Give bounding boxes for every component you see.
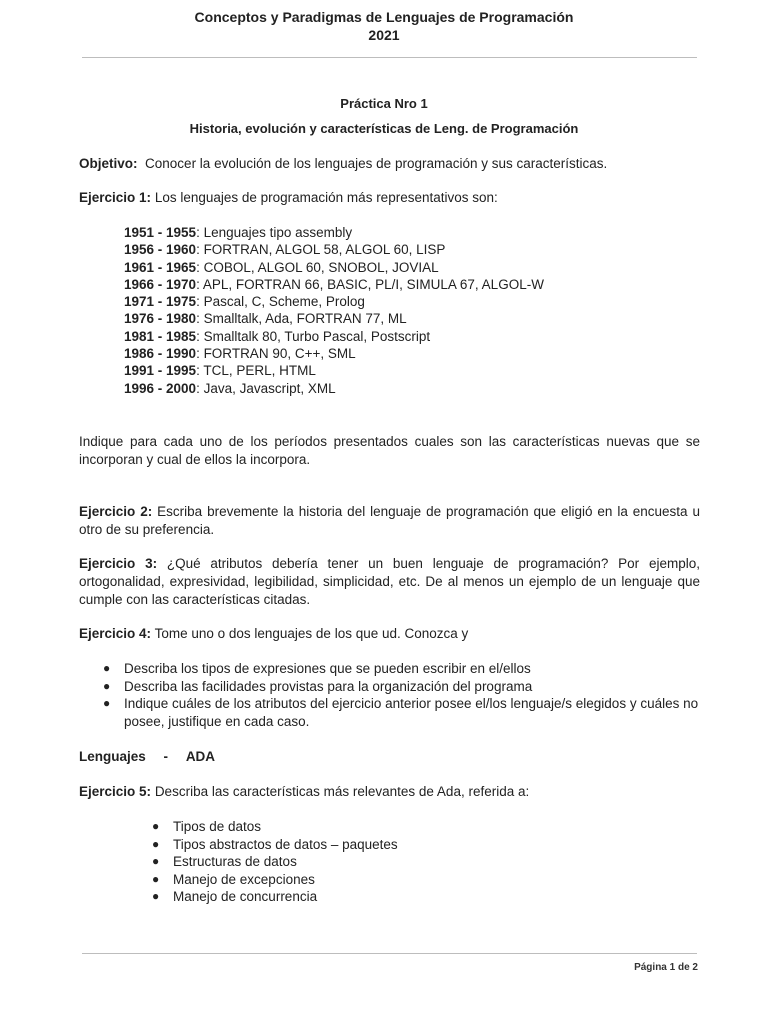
bullet-icon: ● (103, 661, 111, 675)
period-years: 1981 - 1985 (124, 328, 197, 344)
list-item (103, 660, 703, 678)
page-number: Página 1 de 2 (634, 962, 698, 973)
ejercicio3-paragraph (79, 555, 700, 609)
list-item (152, 871, 398, 889)
period-langs: : Pascal, C, Scheme, Prolog (196, 294, 365, 310)
period-years: 1956 - 1960 (124, 242, 197, 258)
period-langs: : Smalltalk, Ada, FORTRAN 77, ML (196, 311, 407, 327)
list-item-text: Manejo de concurrencia (173, 889, 318, 904)
period-langs: : Lenguajes tipo assembly (196, 225, 353, 240)
header-divider (82, 57, 697, 58)
ejercicio4-text: Tome uno o dos lenguajes de los que ud. Conozca y (154, 626, 469, 641)
ejercicio2-label: Ejercicio 2: (79, 504, 153, 519)
list-item (152, 853, 398, 871)
period-years: 1971 - 1975 (124, 294, 197, 310)
ejercicio4-label: Ejercicio 4: (79, 626, 152, 641)
objetivo-paragraph (79, 155, 700, 173)
bullet-icon: ● (152, 854, 160, 868)
bullet-icon: ● (152, 889, 160, 903)
list-item (152, 836, 398, 854)
ejercicio2-text: Escriba brevemente la historia del lenguaje de programación que eligió en la encuesta u otro de su preferencia. (79, 504, 700, 537)
bullet-icon: ● (152, 871, 160, 886)
document-header (0, 8, 768, 44)
list-item-text: Estructuras de datos (173, 854, 297, 869)
period-item (124, 259, 544, 276)
ejercicio5-label: Ejercicio 5: (79, 784, 152, 799)
practica-subtitle: Historia, evolución y características de Leng. de Programación (189, 121, 579, 136)
periods-list (124, 224, 544, 397)
list-item (103, 695, 703, 730)
ejercicio1-label: Ejercicio 1: (79, 190, 152, 205)
list-item-text: Describa los tipos de expresiones que se pueden escribir en el/ellos (124, 661, 531, 676)
indique-paragraph: Indique para cada uno de los períodos presentados cuales son las características nuevas que se incorporan y cual de ellos la incorpora. (79, 434, 700, 467)
period-langs: : APL, FORTRAN 66, BASIC, PL/I, SIMULA 67, ALGOL-W (196, 276, 544, 292)
ejercicio5-text: Describa las características más relevantes de Ada, referida a: (154, 784, 530, 799)
ejercicio5-paragraph (79, 783, 700, 801)
period-item (124, 224, 544, 241)
period-langs: : TCL, PERL, HTML (196, 363, 316, 379)
period-years: 1966 - 1970 (124, 276, 197, 292)
list-item-text: Describa las facilidades provistas para la organización del programa (124, 678, 533, 694)
bullet-icon: ● (103, 696, 111, 710)
period-years: 1986 - 1990 (124, 346, 197, 362)
practica-number: Práctica Nro 1 (340, 96, 428, 111)
objetivo-text: Conocer la evolución de los lenguajes de programación y sus características. (145, 156, 608, 171)
list-item-text: Tipos de datos (173, 819, 262, 834)
period-years: 1976 - 1980 (124, 311, 197, 327)
lenguajes-name: ADA (185, 749, 216, 764)
period-item (124, 345, 544, 362)
list-item-text: Indique cuáles de los atributos del ejercicio anterior posee el/los lenguaje/s elegidos y cuáles no posee, justifique en cada caso. (124, 696, 699, 729)
ejercicio2-paragraph (79, 503, 700, 539)
period-item (124, 328, 544, 345)
bullet-icon: ● (152, 836, 160, 851)
ejercicio1-paragraph (79, 189, 700, 207)
period-years: 1991 - 1995 (124, 363, 197, 379)
period-langs: : COBOL, ALGOL 60, SNOBOL, JOVIAL (196, 259, 439, 275)
ejercicio3-text: ¿Qué atributos debería tener un buen lenguaje de programación? Por ejemplo, ortogonalidad, expresividad, legibilidad, simplicidad, etc. De al menos un ejemplo de un lenguaje que cumple con las características citadas. (79, 556, 700, 607)
objetivo-label: Objetivo: (79, 156, 138, 171)
course-title: Conceptos y Paradigmas de Lenguajes de Programación (194, 9, 574, 25)
ejercicio4-paragraph (79, 625, 700, 643)
period-item (124, 380, 544, 397)
bullet-icon: ● (152, 819, 160, 833)
bullet-icon: ● (103, 678, 111, 693)
list-item-text: Manejo de excepciones (173, 871, 315, 887)
period-langs: : FORTRAN 90, C++, SML (196, 346, 356, 362)
course-year: 2021 (368, 27, 400, 43)
period-years: 1996 - 2000 (124, 380, 197, 396)
period-item (124, 293, 544, 310)
period-langs: : FORTRAN, ALGOL 58, ALGOL 60, LISP (196, 242, 446, 258)
lenguajes-label: Lenguajes (79, 749, 146, 764)
period-item (124, 241, 544, 258)
period-langs: : Smalltalk 80, Turbo Pascal, Postscript (196, 328, 431, 344)
period-years: 1961 - 1965 (124, 259, 197, 275)
ejercicio1-text: Los lenguajes de programación más representativos son: (154, 190, 498, 205)
period-years: 1951 - 1955 (124, 225, 197, 240)
period-item (124, 310, 544, 327)
list-item-text: Tipos abstractos de datos – paquetes (173, 836, 398, 852)
period-langs: : Java, Javascript, XML (196, 380, 336, 396)
period-item (124, 362, 544, 379)
list-item (152, 818, 398, 836)
footer-divider (82, 953, 697, 954)
list-item (152, 888, 398, 906)
ejercicio5-bullet-list (152, 818, 398, 906)
ejercicio4-bullet-list (103, 660, 703, 730)
ejercicio3-label: Ejercicio 3: (79, 556, 158, 571)
list-item (103, 678, 703, 696)
lenguajes-dash: - (163, 749, 169, 764)
period-item (124, 276, 544, 293)
lenguajes-heading (79, 748, 700, 766)
